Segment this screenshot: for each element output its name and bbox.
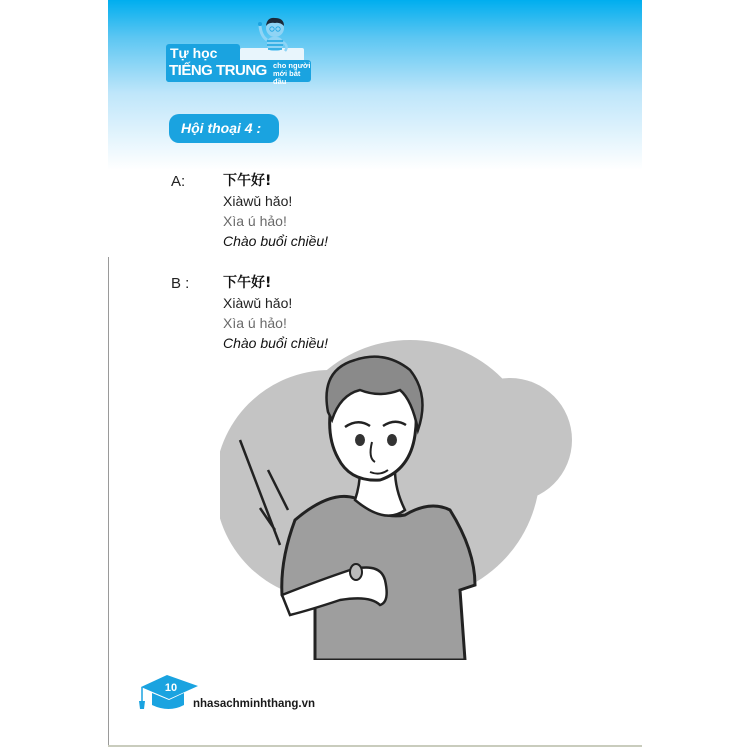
- header-gradient: [108, 0, 642, 170]
- logo-title-line1: Tự học: [170, 45, 218, 61]
- section-title-badge: [169, 114, 279, 143]
- translation-text: Chào buổi chiều!: [223, 335, 329, 351]
- mascot-boy-icon: [255, 14, 295, 64]
- page-left-border: [108, 257, 109, 746]
- hanzi-text: 下午好!: [223, 275, 272, 291]
- publisher-website: nhasachminhthang.vn: [193, 698, 316, 710]
- phonetic-text: Xìa ú hảo!: [223, 213, 287, 229]
- page-number: 10: [164, 682, 178, 694]
- logo-subtitle: [273, 62, 312, 86]
- speaker-b-label: B :: [171, 275, 190, 292]
- logo-title-line2: TIẾNG TRUNG: [169, 62, 267, 79]
- section-title: Hội thoại 4 :: [181, 120, 262, 136]
- page-bottom-border: [108, 745, 642, 747]
- translation-text: Chào buổi chiều!: [223, 233, 329, 249]
- speaker-a-label: A:: [171, 173, 186, 190]
- boy-checking-watch-illustration: [220, 340, 580, 660]
- dialogue-a: [223, 171, 328, 251]
- pinyin-text: Xiàwǔ hǎo!: [223, 193, 293, 209]
- hanzi-text: 下午好!: [223, 173, 272, 189]
- phonetic-text: Xìa ú hảo!: [223, 315, 287, 331]
- logo-subtitle-line1: cho người: [273, 61, 311, 70]
- logo-subtitle-line2: mới bắt đầu: [273, 69, 301, 86]
- pinyin-text: Xiàwǔ hǎo!: [223, 295, 293, 311]
